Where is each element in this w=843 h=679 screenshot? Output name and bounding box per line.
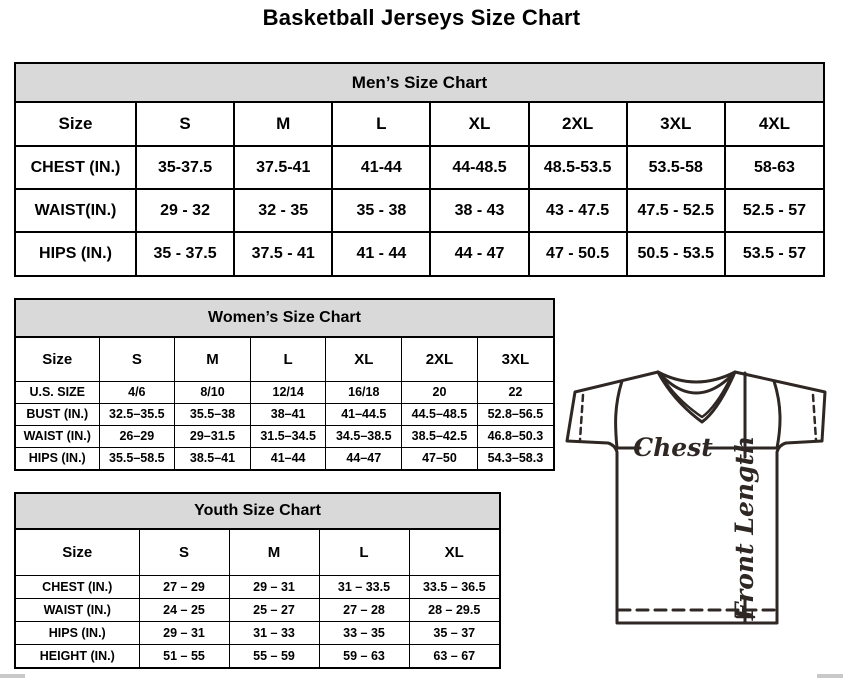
measurement-value-cell: 22 bbox=[477, 381, 553, 403]
measurement-value-cell: 43 - 47.5 bbox=[529, 189, 627, 232]
measurement-value-cell: 24 – 25 bbox=[139, 598, 229, 621]
measurement-row-label: WAIST(IN.) bbox=[16, 189, 136, 232]
measurement-row-label: HIPS (IN.) bbox=[16, 447, 99, 469]
womens-size-table-caption: Women’s Size Chart bbox=[16, 300, 553, 338]
measurement-value-cell: 32 - 35 bbox=[234, 189, 332, 232]
measurement-value-cell: 41–44.5 bbox=[326, 403, 402, 425]
measurement-row-label: HIPS (IN.) bbox=[16, 621, 139, 644]
size-row-label-header: Size bbox=[16, 530, 139, 575]
measurement-value-cell: 29 - 32 bbox=[136, 189, 234, 232]
measurement-value-cell: 46.8–50.3 bbox=[477, 425, 553, 447]
measurement-value-cell: 35-37.5 bbox=[136, 146, 234, 189]
measurement-value-cell: 44-48.5 bbox=[430, 146, 528, 189]
measurement-row bbox=[16, 575, 499, 598]
measurement-value-cell: 25 – 27 bbox=[229, 598, 319, 621]
measurement-value-cell: 37.5-41 bbox=[234, 146, 332, 189]
horizontal-scrollbar-fragment-left[interactable] bbox=[0, 674, 25, 678]
size-header-row bbox=[16, 530, 499, 575]
youth-size-table bbox=[14, 492, 501, 669]
measurement-value-cell: 55 – 59 bbox=[229, 644, 319, 667]
measurement-row-label: WAIST (IN.) bbox=[16, 425, 99, 447]
measurement-value-cell: 59 – 63 bbox=[319, 644, 409, 667]
measurement-value-cell: 41–44 bbox=[250, 447, 326, 469]
measurement-value-cell: 38 - 43 bbox=[430, 189, 528, 232]
measurement-value-cell: 12/14 bbox=[250, 381, 326, 403]
size-header-row bbox=[16, 103, 823, 146]
measurement-value-cell: 29 – 31 bbox=[139, 621, 229, 644]
size-column-header: XL bbox=[430, 103, 528, 146]
measurement-value-cell: 41 - 44 bbox=[332, 232, 430, 275]
measurement-value-cell: 8/10 bbox=[175, 381, 251, 403]
mens-size-table-caption: Men’s Size Chart bbox=[16, 64, 823, 103]
measurement-row bbox=[16, 447, 553, 469]
measurement-value-cell: 47–50 bbox=[402, 447, 478, 469]
measurement-value-cell: 44 - 47 bbox=[430, 232, 528, 275]
size-column-header: M bbox=[229, 530, 319, 575]
measurement-row bbox=[16, 146, 823, 189]
measurement-row bbox=[16, 598, 499, 621]
size-row-label-header: Size bbox=[16, 103, 136, 146]
measurement-value-cell: 27 – 28 bbox=[319, 598, 409, 621]
measurement-value-cell: 32.5–35.5 bbox=[99, 403, 175, 425]
size-column-header: M bbox=[234, 103, 332, 146]
measurement-value-cell: 33 – 35 bbox=[319, 621, 409, 644]
measurement-value-cell: 27 – 29 bbox=[139, 575, 229, 598]
youth-size-table-grid bbox=[16, 530, 499, 667]
measurement-value-cell: 4/6 bbox=[99, 381, 175, 403]
youth-size-table-caption: Youth Size Chart bbox=[16, 494, 499, 530]
measurement-value-cell: 28 – 29.5 bbox=[409, 598, 499, 621]
measurement-value-cell: 58-63 bbox=[725, 146, 823, 189]
size-header-row bbox=[16, 338, 553, 381]
measurement-row-label: HEIGHT (IN.) bbox=[16, 644, 139, 667]
size-column-header: 4XL bbox=[725, 103, 823, 146]
measurement-row-label: BUST (IN.) bbox=[16, 403, 99, 425]
measurement-row-label: U.S. SIZE bbox=[16, 381, 99, 403]
measurement-value-cell: 54.3–58.3 bbox=[477, 447, 553, 469]
measurement-value-cell: 38–41 bbox=[250, 403, 326, 425]
size-column-header: 3XL bbox=[627, 103, 725, 146]
size-column-header: L bbox=[250, 338, 326, 381]
size-column-header: M bbox=[175, 338, 251, 381]
measurement-value-cell: 38.5–41 bbox=[175, 447, 251, 469]
measurement-row bbox=[16, 621, 499, 644]
measurement-value-cell: 29 – 31 bbox=[229, 575, 319, 598]
size-column-header: 2XL bbox=[529, 103, 627, 146]
measurement-value-cell: 52.8–56.5 bbox=[477, 403, 553, 425]
measurement-row bbox=[16, 403, 553, 425]
measurement-value-cell: 33.5 – 36.5 bbox=[409, 575, 499, 598]
measurement-value-cell: 35.5–38 bbox=[175, 403, 251, 425]
measurement-row-label: CHEST (IN.) bbox=[16, 146, 136, 189]
measurement-value-cell: 35.5–58.5 bbox=[99, 447, 175, 469]
measurement-value-cell: 41-44 bbox=[332, 146, 430, 189]
measurement-value-cell: 35 - 38 bbox=[332, 189, 430, 232]
size-column-header: S bbox=[139, 530, 229, 575]
measurement-value-cell: 20 bbox=[402, 381, 478, 403]
measurement-value-cell: 47 - 50.5 bbox=[529, 232, 627, 275]
measurement-value-cell: 35 - 37.5 bbox=[136, 232, 234, 275]
size-column-header: 3XL bbox=[477, 338, 553, 381]
mens-size-table bbox=[14, 62, 825, 277]
page-title: Basketball Jerseys Size Chart bbox=[262, 5, 581, 30]
jersey-outline bbox=[567, 372, 825, 623]
jersey-measurement-diagram bbox=[556, 361, 840, 631]
size-column-header: 2XL bbox=[402, 338, 478, 381]
measurement-value-cell: 38.5–42.5 bbox=[402, 425, 478, 447]
size-column-header: L bbox=[332, 103, 430, 146]
measurement-value-cell: 31.5–34.5 bbox=[250, 425, 326, 447]
measurement-value-cell: 47.5 - 52.5 bbox=[627, 189, 725, 232]
womens-size-table-grid bbox=[16, 338, 553, 469]
size-row-label-header: Size bbox=[16, 338, 99, 381]
measurement-row-label: HIPS (IN.) bbox=[16, 232, 136, 275]
measurement-row bbox=[16, 189, 823, 232]
front-length-label: Front Length bbox=[730, 435, 759, 621]
measurement-value-cell: 63 – 67 bbox=[409, 644, 499, 667]
measurement-value-cell: 44–47 bbox=[326, 447, 402, 469]
womens-size-table bbox=[14, 298, 555, 471]
measurement-row-label: WAIST (IN.) bbox=[16, 598, 139, 621]
measurement-row bbox=[16, 232, 823, 275]
measurement-value-cell: 51 – 55 bbox=[139, 644, 229, 667]
measurement-value-cell: 50.5 - 53.5 bbox=[627, 232, 725, 275]
chest-label: Chest bbox=[633, 433, 713, 462]
measurement-value-cell: 26–29 bbox=[99, 425, 175, 447]
measurement-value-cell: 34.5–38.5 bbox=[326, 425, 402, 447]
size-column-header: S bbox=[99, 338, 175, 381]
size-column-header: L bbox=[319, 530, 409, 575]
size-column-header: XL bbox=[326, 338, 402, 381]
measurement-value-cell: 16/18 bbox=[326, 381, 402, 403]
mens-size-table-grid bbox=[16, 103, 823, 275]
measurement-row bbox=[16, 381, 553, 403]
measurement-row bbox=[16, 425, 553, 447]
measurement-value-cell: 37.5 - 41 bbox=[234, 232, 332, 275]
measurement-value-cell: 53.5 - 57 bbox=[725, 232, 823, 275]
measurement-row bbox=[16, 644, 499, 667]
measurement-value-cell: 48.5-53.5 bbox=[529, 146, 627, 189]
size-column-header: XL bbox=[409, 530, 499, 575]
measurement-value-cell: 52.5 - 57 bbox=[725, 189, 823, 232]
measurement-value-cell: 29–31.5 bbox=[175, 425, 251, 447]
horizontal-scrollbar-fragment-right[interactable] bbox=[817, 674, 843, 678]
measurement-row-label: CHEST (IN.) bbox=[16, 575, 139, 598]
measurement-value-cell: 44.5–48.5 bbox=[402, 403, 478, 425]
measurement-value-cell: 31 – 33.5 bbox=[319, 575, 409, 598]
measurement-value-cell: 35 – 37 bbox=[409, 621, 499, 644]
size-column-header: S bbox=[136, 103, 234, 146]
measurement-value-cell: 31 – 33 bbox=[229, 621, 319, 644]
measurement-value-cell: 53.5-58 bbox=[627, 146, 725, 189]
